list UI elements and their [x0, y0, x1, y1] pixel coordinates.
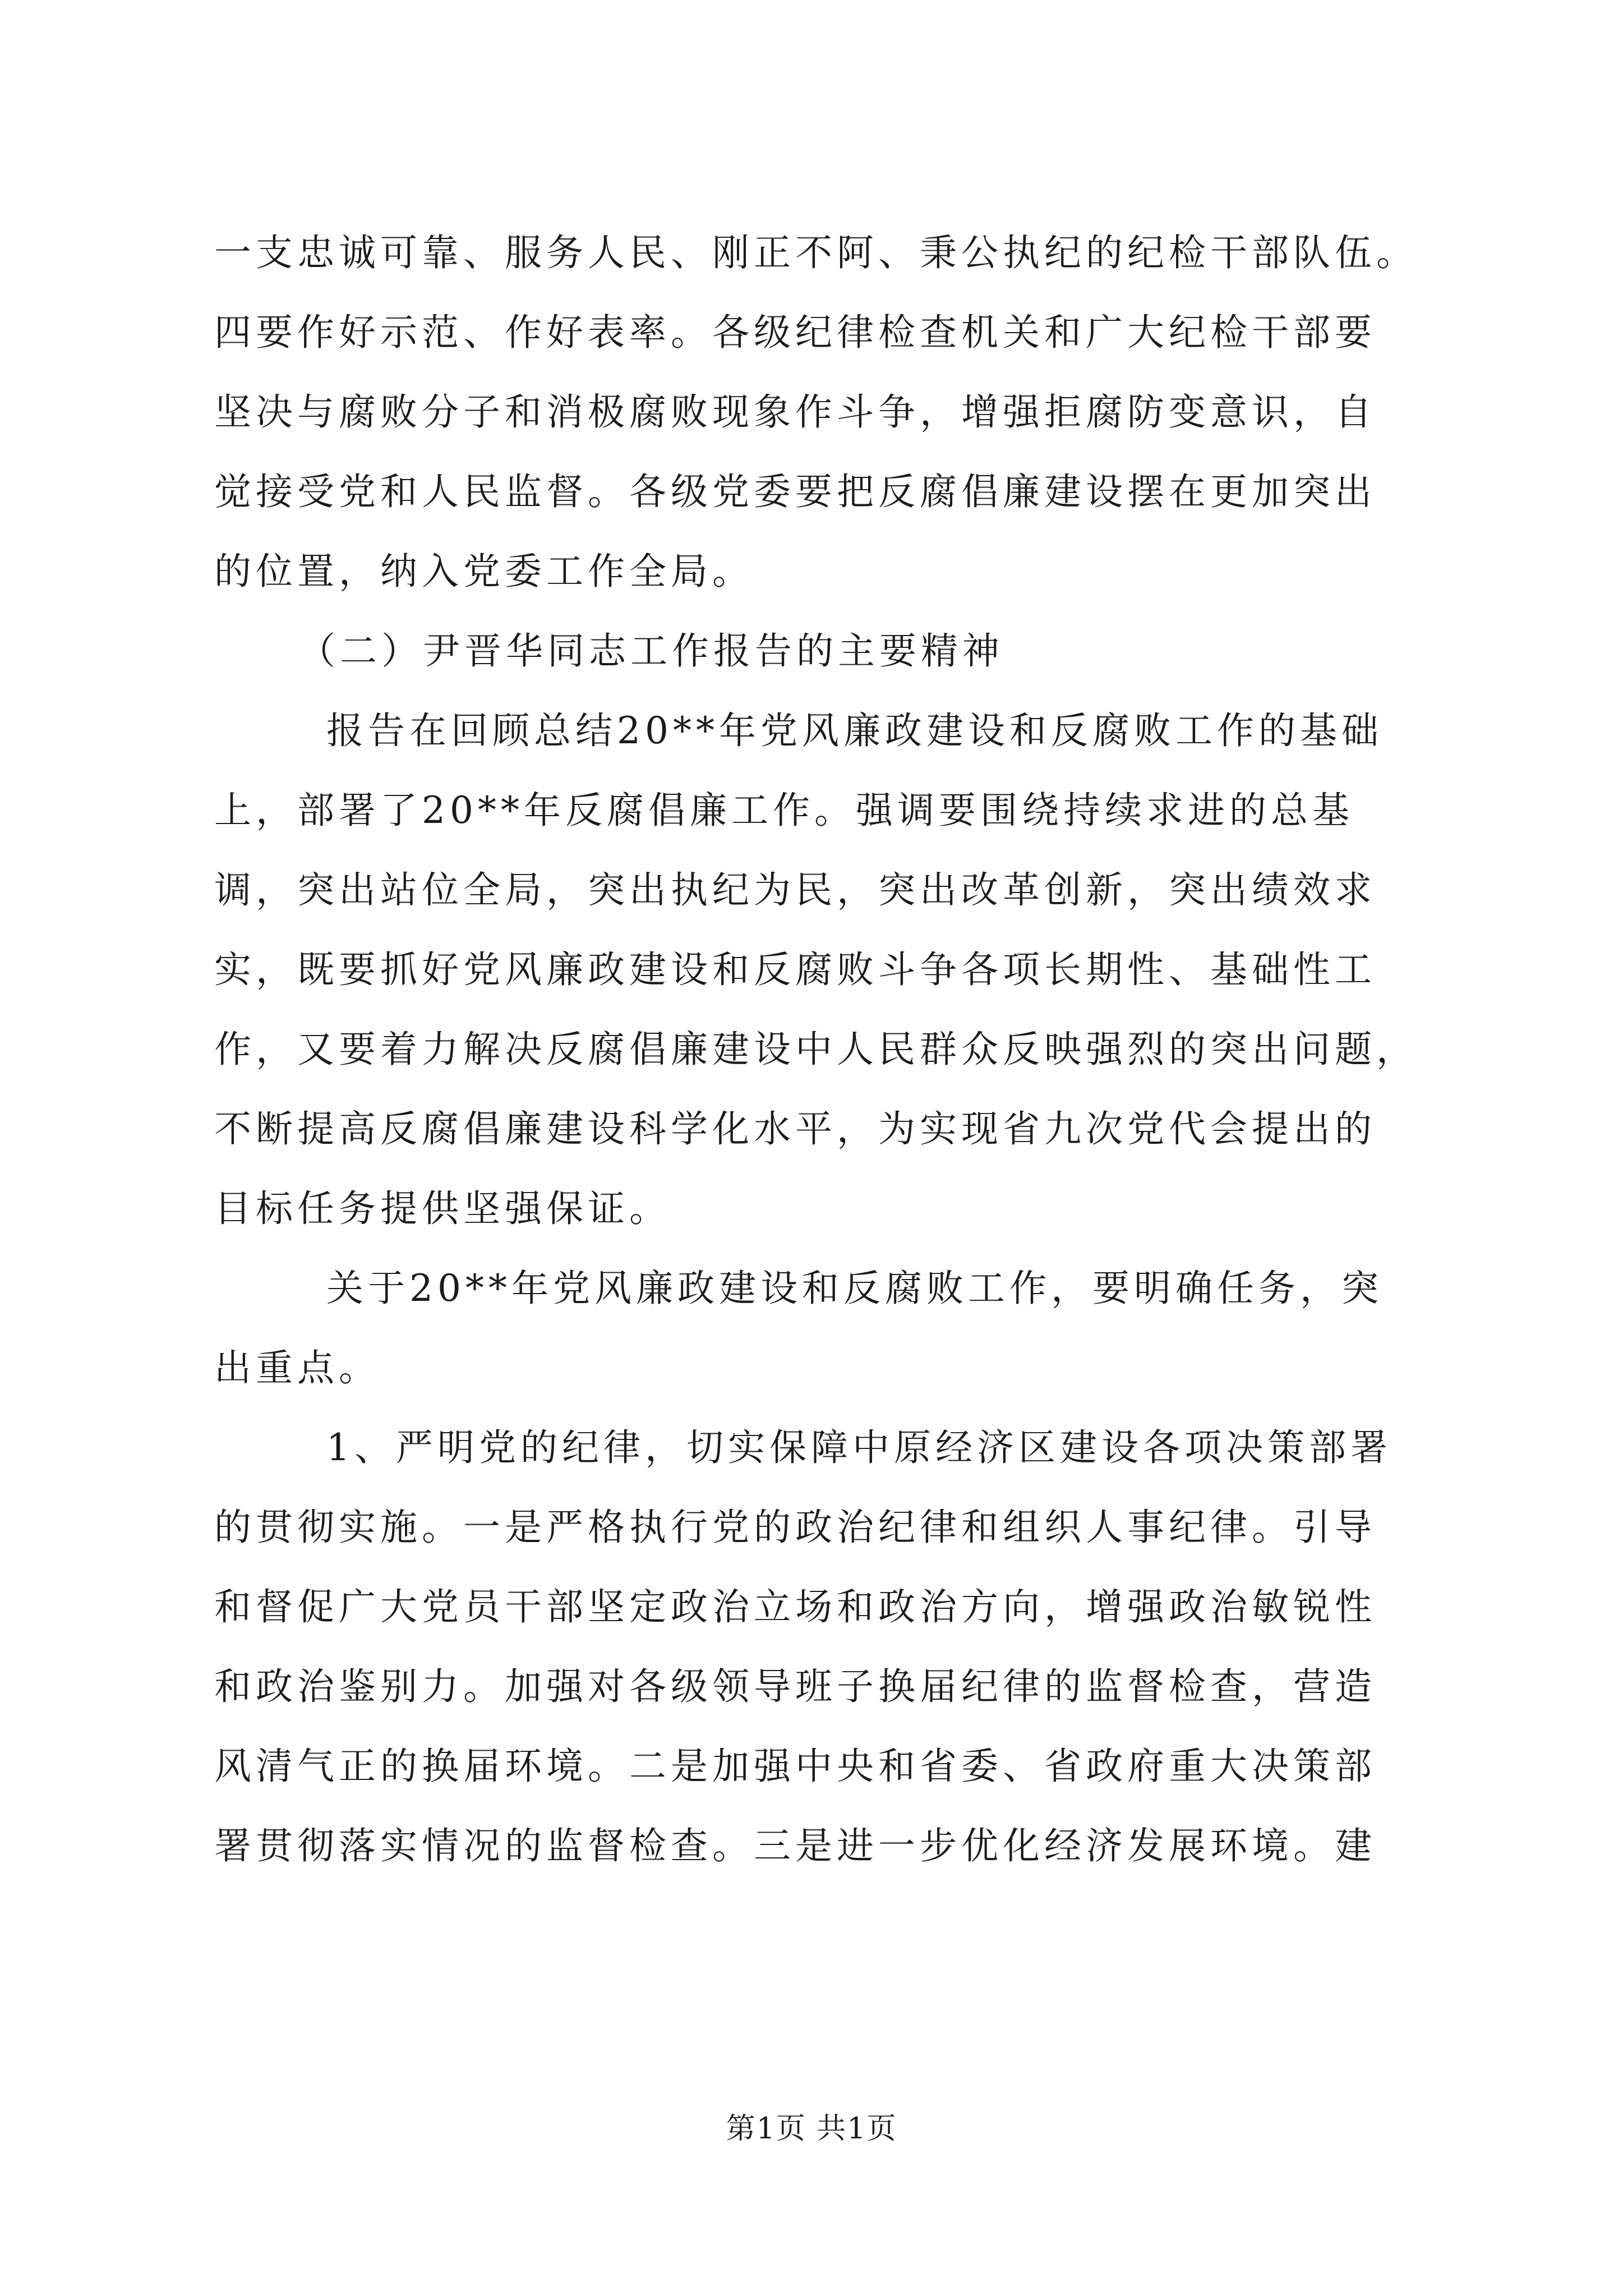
document-body: [214, 213, 1426, 1886]
text-line: 和政治鉴别力。加强对各级领导班子换届纪律的监督检查，营造: [214, 1665, 1376, 1708]
text-line: 署贯彻落实情况的监督检查。三是进一步优化经济发展环境。建: [214, 1824, 1376, 1867]
text-line: 和督促广大党员干部坚定政治立场和政治方向，增强政治敏锐性: [214, 1585, 1376, 1628]
text-line: 觉接受党和人民监督。各级党委要把反腐倡廉建设摆在更加突出: [214, 470, 1376, 513]
text-line: 四要作好示范、作好表率。各级纪律检查机关和广大纪检干部要: [214, 311, 1376, 354]
text-line: 目标任务提供坚强保证。: [214, 1187, 671, 1230]
text-line: 的贯彻实施。一是严格执行党的政治纪律和组织人事纪律。引导: [214, 1506, 1376, 1549]
text-line: 的位置，纳入党委工作全局。: [214, 550, 754, 593]
text-line: 报告在回顾总结20**年党风廉政建设和反腐败工作的基础: [326, 709, 1383, 752]
text-line: 调，突出站位全局，突出执纪为民，突出改革创新，突出绩效求: [214, 868, 1376, 912]
text-line: 不断提高反腐倡廉建设科学化水平，为实现省九次党代会提出的: [214, 1107, 1376, 1151]
text-line: 一支忠诚可靠、服务人民、刚正不阿、秉公执纪的纪检干部队伍。: [214, 231, 1418, 274]
text-line: 实，既要抓好党风廉政建设和反腐败斗争各项长期性、基础性工: [214, 948, 1376, 991]
text-line: 上，部署了20**年反腐倡廉工作。强调要围绕持续求进的总基: [214, 789, 1354, 832]
text-line: 出重点。: [214, 1346, 380, 1389]
text-line: 1、严明党的纪律，切实保障中原经济区建设各项决策部署: [326, 1426, 1392, 1469]
section-heading: （二）尹晋华同志工作报告的主要精神: [298, 629, 1004, 673]
text-line: 作，又要着力解决反腐倡廉建设中人民群众反映强烈的突出问题，: [214, 1028, 1418, 1071]
text-line: 风清气正的换届环境。二是加强中央和省委、省政府重大决策部: [214, 1745, 1376, 1788]
text-line: 坚决与腐败分子和消极腐败现象作斗争，增强拒腐防变意识，自: [214, 390, 1376, 434]
text-line: 关于20**年党风廉政建设和反腐败工作，要明确任务，突: [326, 1267, 1383, 1310]
page-number-footer: 第1页 共1页: [726, 2112, 897, 2146]
